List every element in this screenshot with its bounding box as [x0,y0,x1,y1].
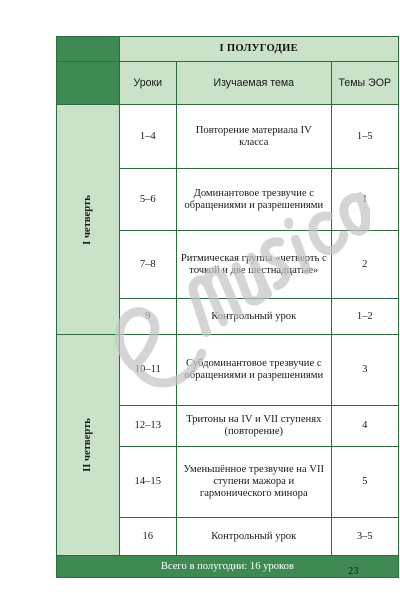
lessons-cell: 14–15 [119,447,176,518]
semester-total: Всего в полугодии: 16 уроков [57,556,399,578]
topic-cell: Контрольный урок [176,518,331,556]
lessons-cell: 12–13 [119,406,176,447]
corner-cell [57,37,120,62]
lessons-cell: 9 [119,299,176,335]
topic-cell: Доминантовое трезвучие с обращениями и разрешениями [176,169,331,231]
eor-cell: 4 [331,406,398,447]
lesson-plan-table [56,36,399,578]
eor-cell: 1–2 [331,299,398,335]
topic-cell: Тритоны на IV и VII ступенях (повторение) [176,406,331,447]
quarter-label-cell [57,335,120,556]
lessons-cell: 1–4 [119,105,176,169]
topic-cell: Уменьшённое трезвучие на VII ступени мажора и гармонического минора [176,447,331,518]
eor-cell: 3 [331,335,398,406]
lessons-cell: 10–11 [119,335,176,406]
eor-cell: 5 [331,447,398,518]
quarter-label: II четверть [81,418,93,472]
quarter-label-cell [57,105,120,335]
table-row [57,335,399,406]
quarter-label: I четверть [81,194,93,245]
semester-title: I ПОЛУГОДИЕ [119,37,398,62]
eor-cell: 1–5 [331,105,398,169]
table-row [57,105,399,169]
topic-cell: Субдоминантовое трезвучие с обращениями и разрешениями [176,335,331,406]
eor-cell: 3–5 [331,518,398,556]
eor-cell: 1 [331,169,398,231]
quarter-header-spacer [57,62,120,105]
column-header-eor: Темы ЭОР [331,62,398,105]
eor-cell: 2 [331,231,398,299]
column-header-lessons: Уроки [119,62,176,105]
topic-cell: Повторение материала IV класса [176,105,331,169]
column-header-topic: Изучаемая тема [176,62,331,105]
lessons-cell: 5–6 [119,169,176,231]
lessons-cell: 7–8 [119,231,176,299]
topic-cell: Контрольный урок [176,299,331,335]
page-number: 23 [348,566,359,577]
topic-cell: Ритмическая группа «четверть с точкой и две шестнадцатые» [176,231,331,299]
lessons-cell: 16 [119,518,176,556]
